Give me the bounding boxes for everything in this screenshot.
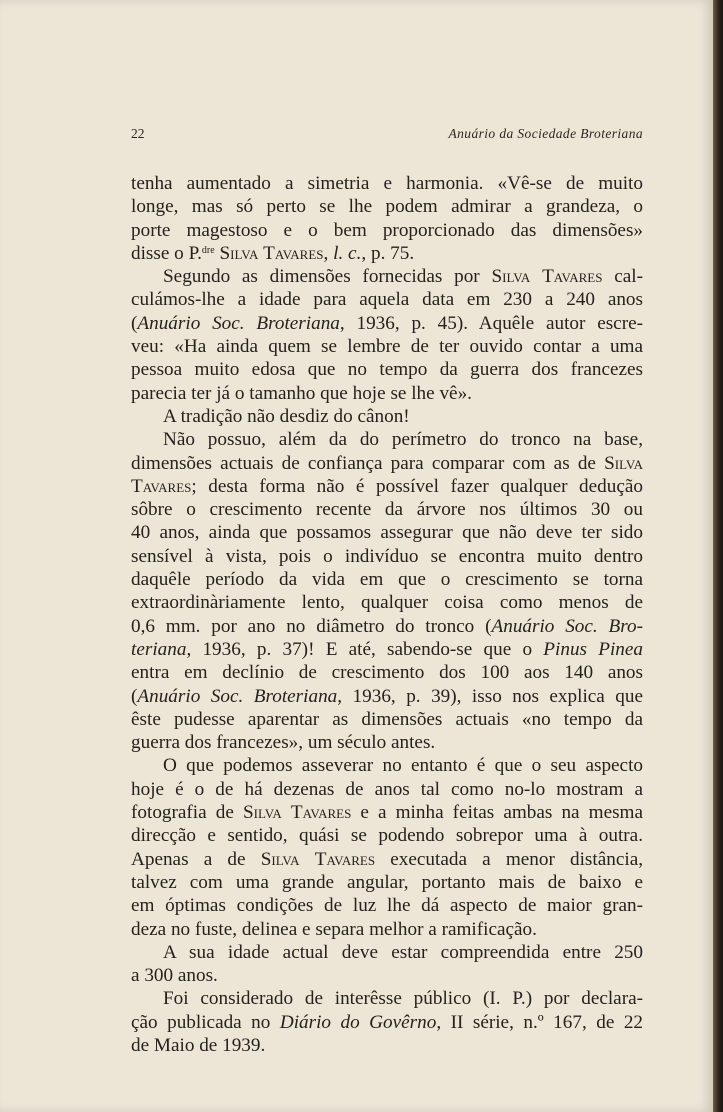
running-title: Anuário da Sociedade Broteriana <box>448 126 643 141</box>
text-line-20: 0,6 mm. por ano no diâmetro do tronco (Anuário Soc. Bro- <box>131 615 644 637</box>
text-line-13: dimensões actuais de confiança para comparar com as de Silva <box>131 452 643 474</box>
text-line-26: O que podemos asseverar no entanto é que o seu aspecto <box>163 755 643 777</box>
text-line-1: tenha aumentado a simetria e harmonia. «Vê-se de muito <box>131 173 643 194</box>
text-line-31: talvez com uma grande angular, portanto mais de baixo e <box>131 871 643 893</box>
text-line-14: Tavares; desta forma não é possível fazer qualquer dedução <box>131 475 643 497</box>
body-text <box>131 172 643 1057</box>
text-line-29: direcção e sentido, quási se podendo sobrepor uma à outra. <box>131 825 643 847</box>
text-line-24: êste pudesse aparentar as dimensões actuais «no tempo da <box>131 708 643 730</box>
text-line-34: A sua idade actual deve estar compreendida entre 250 <box>163 941 643 963</box>
text-line-9: pessoa muito edosa que no tempo da guerra dos francezes <box>131 359 643 381</box>
text-line-18: daquêle período da vida em que o crescimento se torna <box>131 569 643 591</box>
text-line-19: extraordinàriamente lento, qualquer coisa como menos de <box>131 592 643 614</box>
text-line-33: deza no fuste, delinea e separa melhor a ramificação. <box>131 918 537 940</box>
text-line-25: guerra dos francezes», um século antes. <box>131 732 436 754</box>
text-line-5: Segundo as dimensões fornecidas por Silva Tavares cal- <box>163 266 643 288</box>
text-line-36: Foi considerado de interêsse público (I. P.) por declara- <box>163 988 643 1010</box>
text-line-32: em óptimas condições de luz lhe dá aspecto de maior gran- <box>131 895 643 917</box>
page-edge-shadow <box>713 0 723 1112</box>
text-line-8: veu: «Ha ainda quem se lembre de ter ouvido contar a uma <box>131 336 643 358</box>
text-line-16: 40 anos, ainda que possamos assegurar que não deve ter sido <box>131 522 643 544</box>
text-line-4: disse o P.$^{dre}$ Silva Tavares, l. c., p. 75. <box>131 242 415 264</box>
text-line-3: porte magestoso e o bem proporcionado das dimensões» <box>131 219 643 241</box>
text-line-10: parecia ter já o tamanho que hoje se lhe vê». <box>131 382 472 404</box>
text-line-7: (Anuário Soc. Broteriana, 1936, p. 45). Aquêle autor escre- <box>131 312 643 334</box>
text-line-17: sensível à vista, pois o indivíduo se encontra muito dentro <box>131 545 643 567</box>
text-line-12: Não possuo, além da do perímetro do tronco na base, <box>163 429 643 451</box>
text-line-27: hoje é o de há dezenas de anos tal como no-lo mostram a <box>131 778 643 800</box>
text-line-11: A tradição não desdiz do cânon! <box>163 405 410 427</box>
text-line-28: fotografia de Silva Tavares e a minha feitas ambas na mesma <box>131 802 643 824</box>
text-line-2: longe, mas só perto se lhe podem admirar a grandeza, o <box>131 196 643 218</box>
text-line-21: teriana, 1936, p. 37)! E até, sabendo-se que o Pinus Pinea <box>131 638 643 660</box>
text-line-38: de Maio de 1939. <box>131 1034 266 1056</box>
text-line-37: ção publicada no Diário do Govêrno, II série, n.º 167, de 22 <box>131 1011 644 1033</box>
text-line-23: (Anuário Soc. Broteriana, 1936, p. 39), isso nos explica que <box>131 685 643 707</box>
text-line-15: sôbre o crescimento recente da árvore nos últimos 30 ou <box>131 499 643 521</box>
page-number: 22 <box>131 126 145 141</box>
page-header <box>131 126 643 146</box>
text-line-30: Apenas a de Silva Tavares executada a menor distância, <box>131 848 644 870</box>
text-line-6: culámos-lhe a idade para aquela data em 230 a 240 anos <box>131 289 643 311</box>
text-line-35: a 300 anos. <box>131 965 218 987</box>
text-line-22: entra em declínio de crescimento dos 100 aos 140 anos <box>131 662 643 684</box>
